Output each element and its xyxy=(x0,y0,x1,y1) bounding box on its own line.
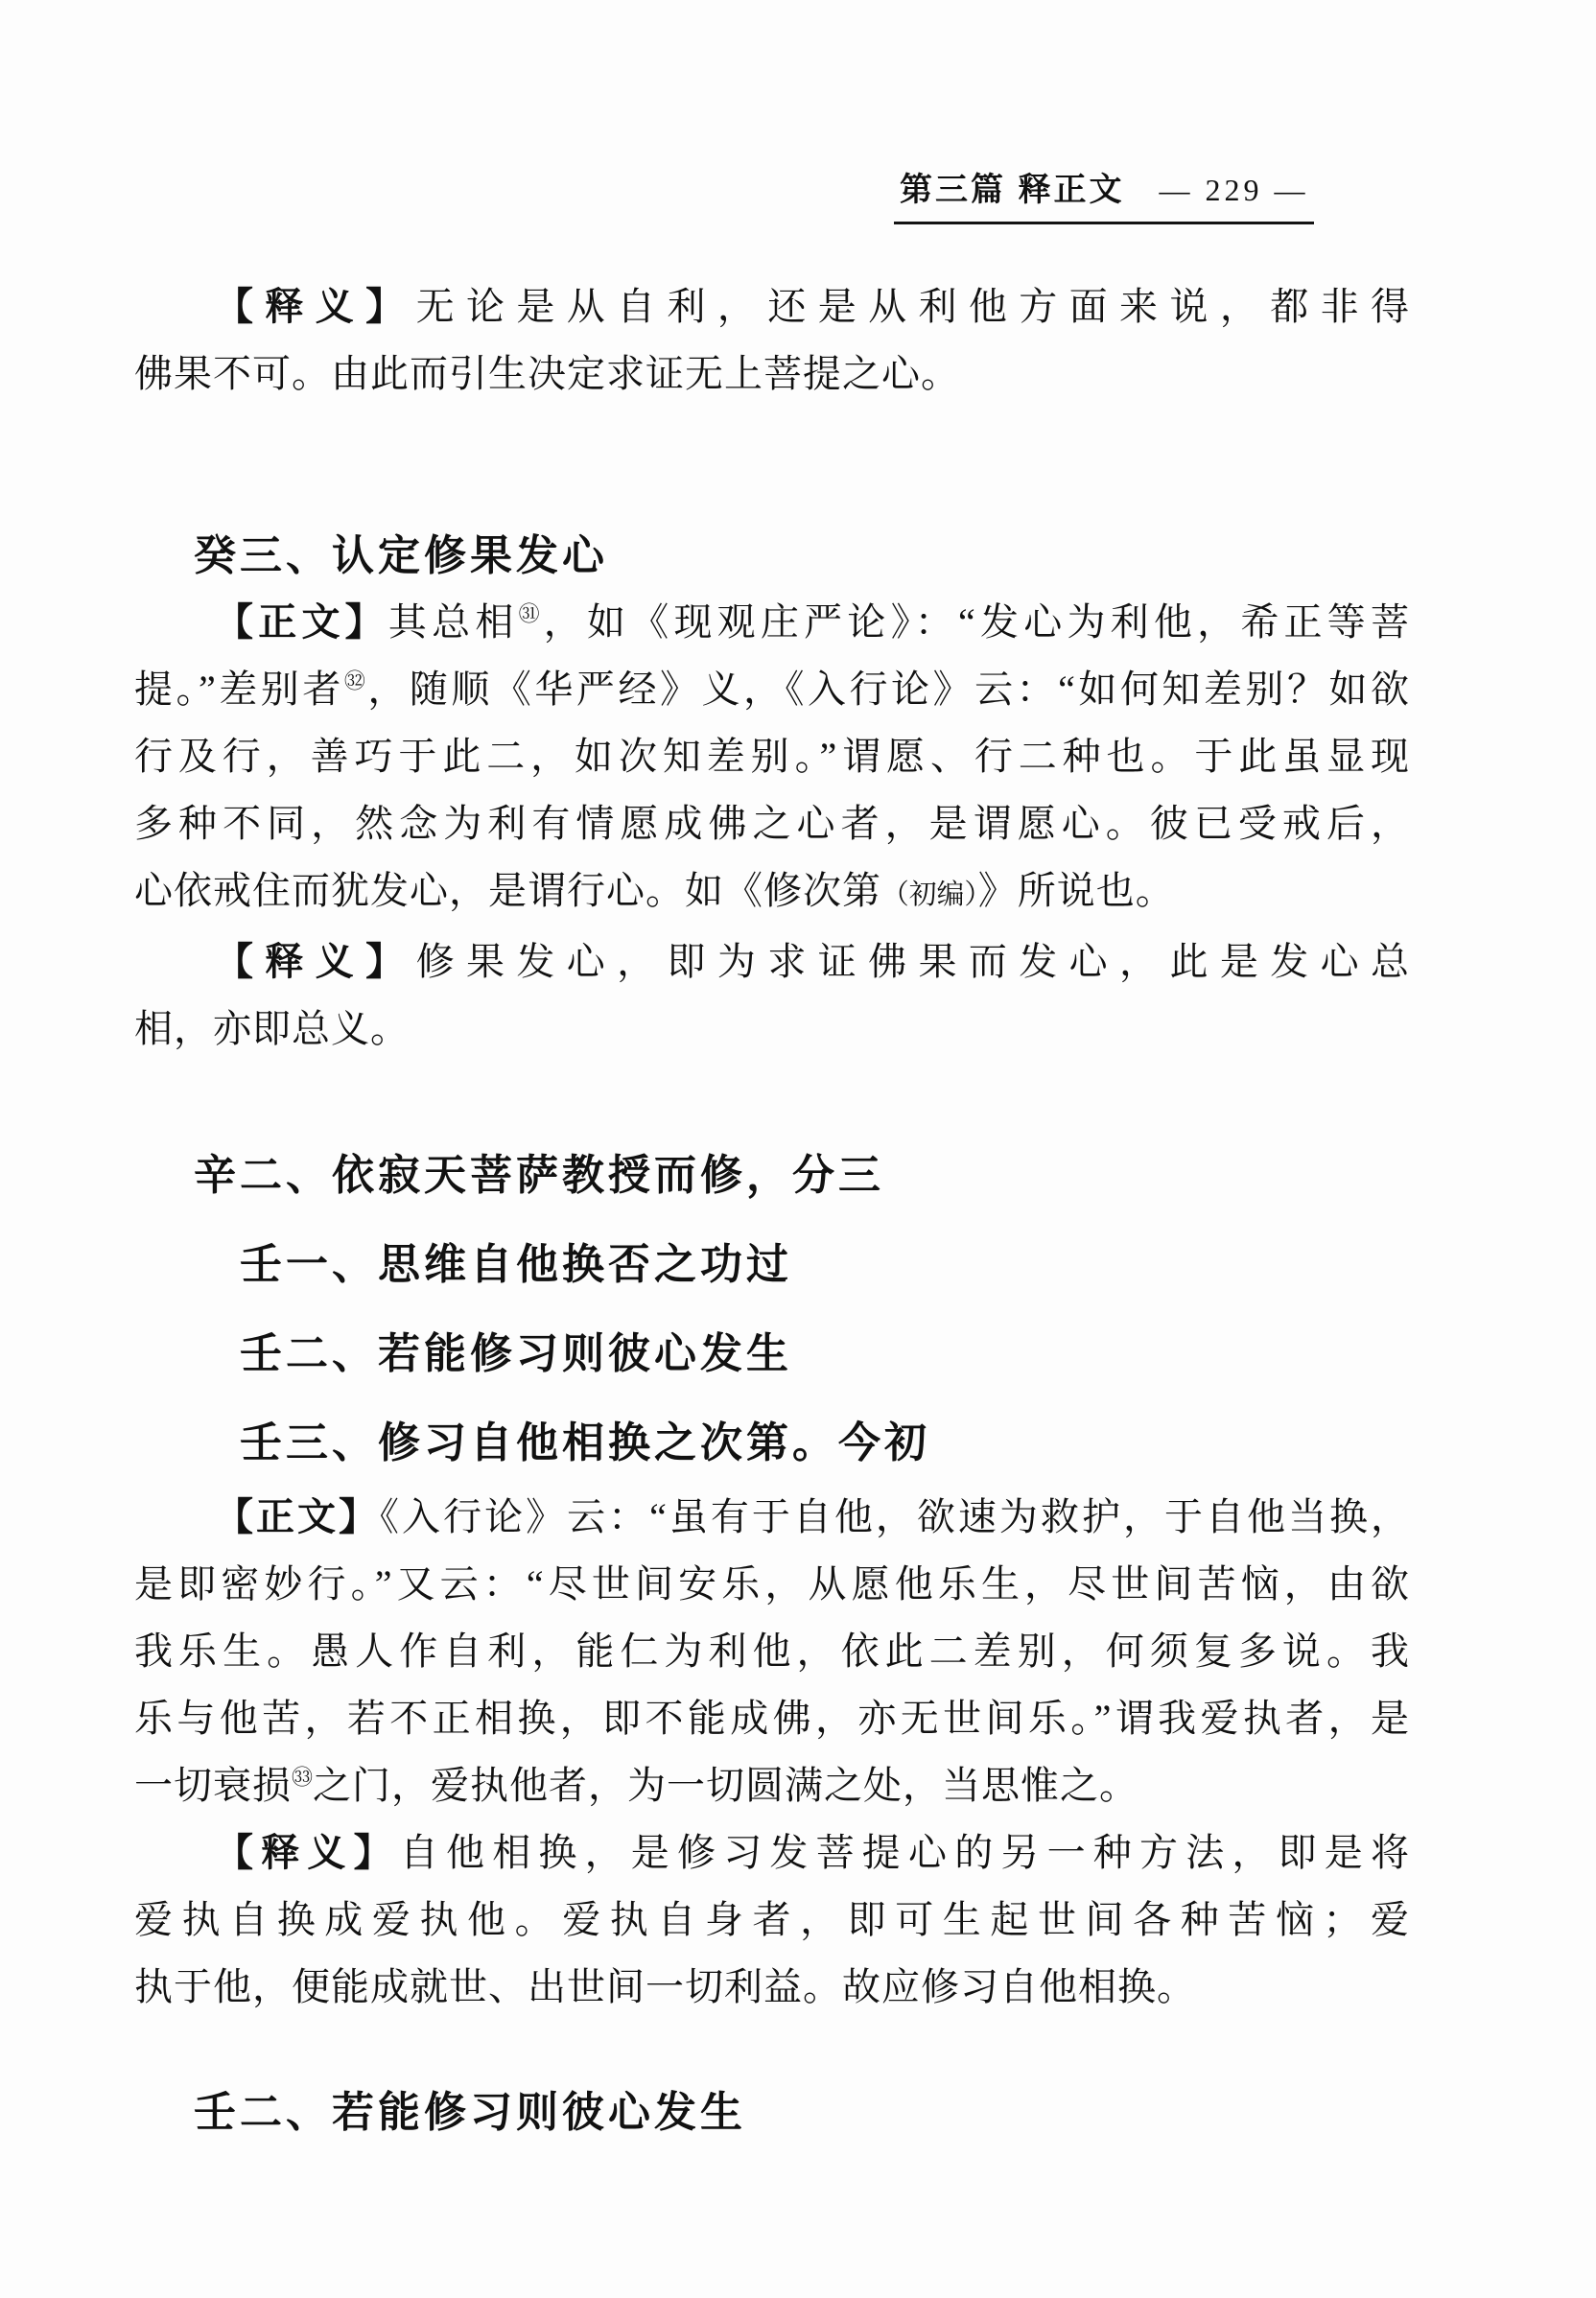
page-number: — 229 — xyxy=(1159,173,1309,207)
block-label: 【释义】 xyxy=(215,285,416,328)
paragraph-shiyi-1 xyxy=(134,273,1410,408)
heading-h-gui3: 癸三、认定修果发心 xyxy=(194,532,608,579)
heading-h-ren2-repeat: 壬二、若能修习则彼心发生 xyxy=(194,2089,746,2136)
text-line: 我乐生。愚人作自利，能仁为利他，依此二差别，何须复多说。我 xyxy=(134,1630,1410,1673)
page-content xyxy=(134,273,1410,2142)
section-title: 第三篇 释正文 xyxy=(900,172,1125,208)
footnote-marker: ㉜ xyxy=(343,668,368,693)
text-line: 一切衰损$^㉝$之门，爱执他者，为一切圆满之处，当思惟之。 xyxy=(134,1764,1139,1807)
footnote-marker: ㉛ xyxy=(518,601,544,626)
text-line: 【正文】其总相$^㉛$，如《现观庄严论》：“发心为利他，希正等菩 xyxy=(215,600,1410,644)
footnote-marker: ㉝ xyxy=(292,1765,314,1790)
text-line: 行及行，善巧于此二，如次知差别。”谓愿、行二种也。于此虽显现 xyxy=(134,735,1410,778)
paragraph-zhengwen-2 xyxy=(134,1484,1410,1819)
block-label: 【正文】 xyxy=(215,600,388,644)
block-label: 【正文】 xyxy=(215,1495,381,1538)
text-line: 相，亦即总义。 xyxy=(134,1007,410,1050)
text-line: 【释义】修果发心，即为求证佛果而发心，此是发心总 xyxy=(215,940,1411,983)
inline-note: （初编） xyxy=(881,879,978,910)
heading-h-ren2: 壬二、若能修习则彼心发生 xyxy=(240,1330,792,1377)
text-line: 【释义】自他相换，是修习发菩提心的另一种方法，即是将 xyxy=(215,1831,1411,1874)
text-line: 提。”差别者$^㉜$，随顺《华严经》义，《入行论》云：“如何知差别？如欲 xyxy=(134,668,1410,711)
block-label: 【释义】 xyxy=(215,1831,400,1874)
paragraph-shiyi-3 xyxy=(134,1819,1410,2021)
text-line: 【正文】《入行论》云：“虽有于自他，欲速为救护，于自他当换， xyxy=(215,1495,1411,1538)
text-line: 多种不同，然念为利有情愿成佛之心者，是谓愿心。彼已受戒后， xyxy=(134,802,1410,845)
text-line: 心依戒住而犹发心，是谓行心。如《修次第（初编）》所说也。 xyxy=(134,869,1175,912)
heading-h-ren3: 壬三、修习自他相换之次第。今初 xyxy=(240,1419,930,1466)
text-line: 【释义】无论是从自利，还是从利他方面来说，都非得 xyxy=(215,285,1411,328)
text-line: 乐与他苦，若不正相换，即不能成佛，亦无世间乐。”谓我爱执者，是 xyxy=(134,1697,1410,1740)
text-line: 佛果不可。由此而引生决定求证无上菩提之心。 xyxy=(134,352,960,395)
heading-h-xin2: 辛二、依寂天菩萨教授而修，分三 xyxy=(194,1152,884,1199)
text-line: 爱执自换成爱执他。爱执自身者，即可生起世间各种苦恼；爱 xyxy=(134,1898,1410,1941)
paragraph-shiyi-2 xyxy=(134,928,1410,1063)
running-header xyxy=(894,163,1314,224)
paragraph-zhengwen-1 xyxy=(134,589,1410,928)
heading-h-ren1: 壬一、思维自他换否之功过 xyxy=(240,1241,792,1288)
text-line: 是即密妙行。”又云：“尽世间安乐，从愿他乐生，尽世间苦恼，由欲 xyxy=(134,1562,1410,1606)
text-line: 执于他，便能成就世、出世间一切利益。故应修习自他相换。 xyxy=(134,1965,1196,2008)
block-label: 【释义】 xyxy=(215,940,416,983)
